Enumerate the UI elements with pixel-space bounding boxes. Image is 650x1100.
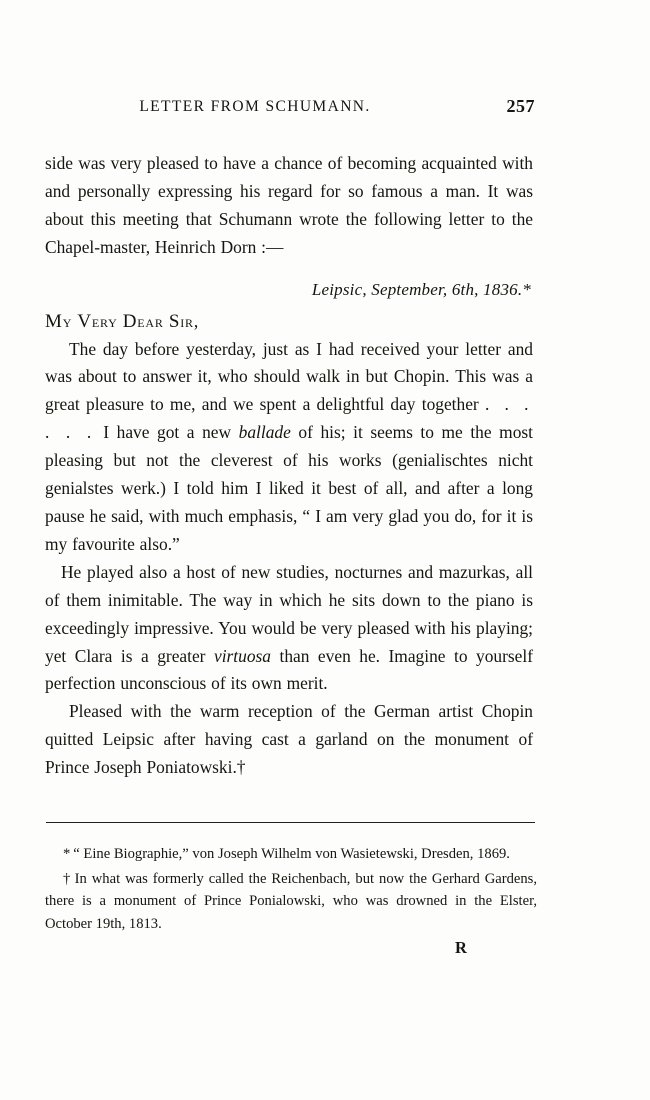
letter-p1-ellipsis: . . . . . . [45,394,533,443]
letter-dateline: Leipsic, September, 6th, 1836.* [311,279,531,299]
letter-p1-part-c: of his; it seems to me the most pleasing but not the cleverest of his works (genialischtes nicht genialstes werk.) I told him I liked it best of all, and after a long pause he said, with much emphasis, “ I am very glad you do, for it is my favourite also.” [45,422,533,554]
salutation-text-very: ery [91,310,123,331]
body-text-block [45,150,533,782]
footnote-2-marker: † [63,870,72,887]
footnote-1 [45,843,537,866]
letter-paragraph-1 [45,336,533,559]
salutation-cap-v: V [77,310,92,332]
running-head-title: LETTER FROM SCHUMANN. [139,98,371,115]
salutation-text-sir: ir, [180,310,199,331]
paragraph-continuation: side was very pleased to have a chance of becoming acquainted with and personally expressing his regard for so famous a man. It was about this meeting that Schumann wrote the following letter to the Chapel-master, Heinrich Dorn :— [45,153,533,257]
letter-p2-part-b: than even he. Imagine to yourself perfection unconscious of its own merit. [45,645,534,694]
letter-paragraph-2 [45,559,533,699]
footnote-1-text: “ Eine Biographie,” von Joseph Wilhelm von Wasietewski, Dresden, 1869. [73,846,510,862]
closing-paragraph: Pleased with the warm reception of the German artist Chopin quitted Leipsic after having cast a garland on the monument of Prince Joseph Poniatowski.† [45,701,533,778]
footnote-separator-rule [46,822,535,823]
page-number: 257 [506,96,535,116]
running-head [45,98,535,120]
letter-dateline-row [45,280,533,308]
italic-word-ballade: ballade [238,422,291,443]
salutation-text-my: y [62,310,78,331]
salutation-cap-s: S [168,310,181,332]
salutation-cap-m: M [45,310,63,332]
italic-word-virtuosa: virtuosa [213,645,271,666]
letter-p1-part-a: The day before yesterday, just as I had received your letter and was about to answer it, who should walk in but Chopin. This was a great pleasure to me, and we spent a delightful day together [45,338,533,415]
letter-salutation [45,308,533,336]
footnote-1-marker: * [63,846,71,862]
letter-p2-part-a: He played also a host of new studies, nocturnes and mazurkas, all of them inimitable. The way in which he sits down to the piano is exceedingly impressive. You would be very pleased with his playing; yet Clara is a greater [45,561,533,666]
salutation-text-dear: ear [137,310,169,331]
signature-mark: R [455,938,467,957]
footnote-2 [45,868,537,936]
footnote-2-text: In what was formerly called the Reichenbach, but now the Gerhard Gardens, there is a monument of Prince Ponialowski, who was drowned in the Elster, October 19th, 1813. [45,870,537,932]
salutation-cap-d: D [122,310,138,332]
footnote-block [45,843,537,937]
letter-p1-part-b: I have got a new [95,422,239,443]
